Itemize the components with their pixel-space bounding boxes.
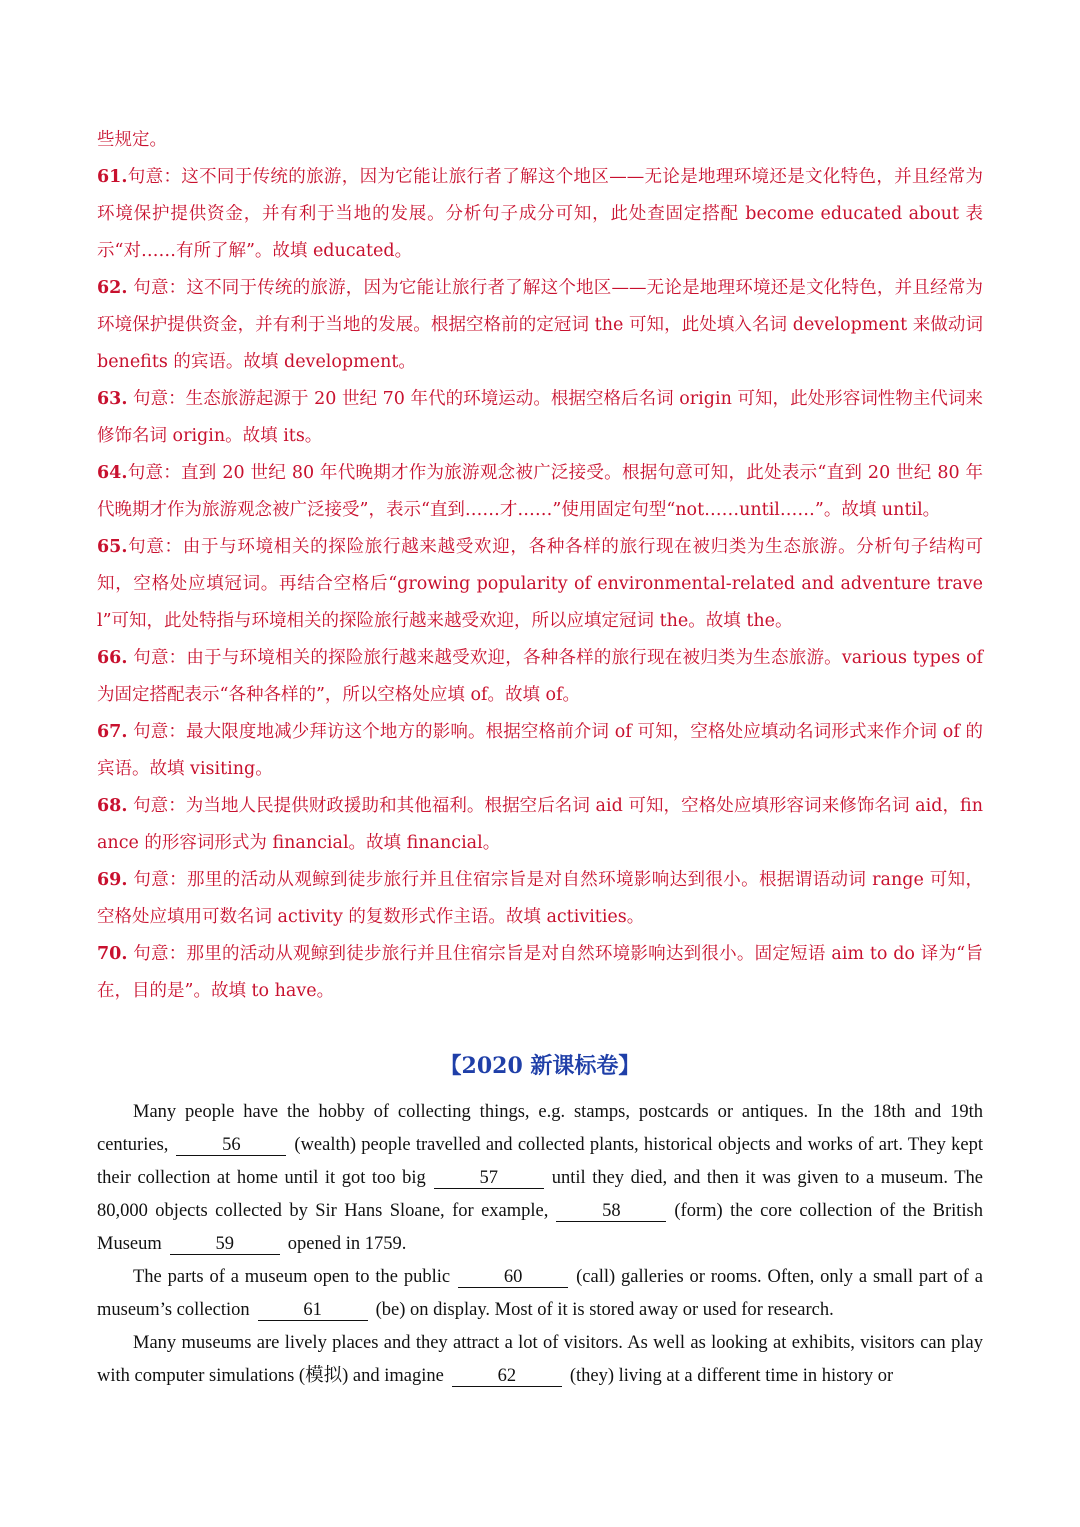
answer-text: 句意：为当地人民提供财政援助和其他福利。根据空后名词 aid 可知，空格处应填形容词来修饰名词 aid，finance 的形容词形式为 financial。故填 financial。 — [97, 796, 983, 853]
blank-59: 59 — [170, 1234, 280, 1255]
document-page — [97, 122, 983, 1393]
passage-text: (they) living at a different time in history or — [569, 1366, 894, 1386]
answer-number: 61. — [97, 167, 128, 187]
blank-60: 60 — [458, 1267, 568, 1288]
reading-passage — [97, 1096, 983, 1393]
answer-text: 句意：生态旅游起源于 20 世纪 70 年代的环境运动。根据空格后名词 origin 可知，此处形容词性物主代词来修饰名词 origin。故填 its。 — [97, 389, 983, 446]
passage-paragraph-2 — [97, 1261, 983, 1327]
answer-text: 句意：最大限度地减少拜访这个地方的影响。根据空格前介词 of 可知，空格处应填动名词形式来作介词 of 的宾语。故填 visiting。 — [97, 722, 983, 779]
passage-text: until they died, and then it was given to a museum. The 80,000 objects collected by Sir Hans Sloane, for example, — [97, 1168, 983, 1221]
answer-number: 69. — [97, 870, 128, 890]
continuation-text: 些规定。 — [97, 130, 167, 150]
passage-text: Many people have the hobby of collecting things, e.g. stamps, postcards or antiques. In the 18th and 19th centuries, — [97, 1102, 983, 1155]
answer-64 — [97, 455, 983, 529]
answer-text: 句意：直到 20 世纪 80 年代晚期才作为旅游观念被广泛接受。根据句意可知，此处表示“直到 20 世纪 80 年代晚期才作为旅游观念被广泛接受”，表示“直到……才……”使用固定句型“not……until……”。故填 until。 — [97, 463, 983, 520]
passage-text: (wealth) people travelled and collected plants, historical objects and works of art. They kept their collection at home until it got too big — [97, 1135, 983, 1188]
answer-number: 66. — [97, 648, 128, 668]
answer-number: 63. — [97, 389, 128, 409]
blank-58: 58 — [556, 1201, 666, 1222]
answer-number: 65. — [97, 537, 128, 557]
answer-number: 62. — [97, 278, 128, 298]
answer-text: 句意：那里的活动从观鲸到徒步旅行并且住宿宗旨是对自然环境影响达到很小。固定短语 aim to do 译为“旨在，目的是”。故填 to have。 — [97, 944, 983, 1001]
answer-70 — [97, 936, 983, 1010]
answer-63 — [97, 381, 983, 455]
passage-text: (form) the core collection of the British Museum — [97, 1201, 983, 1254]
answer-text: 句意：由于与环境相关的探险旅行越来越受欢迎，各种各样的旅行现在被归类为生态旅游。various types of 为固定搭配表示“各种各样的”，所以空格处应填 of。故填 of。 — [97, 648, 983, 705]
answer-67 — [97, 714, 983, 788]
passage-paragraph-3 — [97, 1327, 983, 1393]
answer-text: 句意：由于与环境相关的探险旅行越来越受欢迎，各种各样的旅行现在被归类为生态旅游。分析句子结构可知，空格处应填冠词。再结合空格后“growing popularity of environmental-related and adventure travel”可知，此处特指与环境相关的探险旅行越来越受欢迎，所以应填定冠词 the。故填 the。 — [97, 537, 983, 631]
blank-56: 56 — [176, 1135, 286, 1156]
blank-57: 57 — [434, 1168, 544, 1189]
blank-61: 61 — [258, 1300, 368, 1321]
answer-61 — [97, 159, 983, 270]
answer-number: 68. — [97, 796, 128, 816]
answer-62 — [97, 270, 983, 381]
passage-text: (call) galleries or rooms. Often, only a small part of a museum’s collection — [97, 1267, 983, 1320]
answer-text: 句意：那里的活动从观鲸到徒步旅行并且住宿宗旨是对自然环境影响达到很小。根据谓语动词 range 可知，空格处应填用可数名词 activity 的复数形式作主语。故填 activities。 — [97, 870, 983, 927]
answer-65 — [97, 529, 983, 640]
answer-text: 句意：这不同于传统的旅游，因为它能让旅行者了解这个地区——无论是地理环境还是文化特色，并且经常为环境保护提供资金，并有利于当地的发展。根据空格前的定冠词 the 可知，此处填入名词 development 来做动词 benefits 的宾语。故填 development。 — [97, 278, 983, 372]
answer-68 — [97, 788, 983, 862]
answer-explanations — [97, 159, 983, 1010]
answer-number: 64. — [97, 463, 128, 483]
passage-text: opened in 1759. — [287, 1234, 407, 1254]
passage-text: (be) on display. Most of it is stored away or used for research. — [375, 1300, 834, 1320]
passage-text: Many museums are lively places and they attract a lot of visitors. As well as looking at exhibits, visitors can play with computer simulations (模拟) and imagine — [97, 1333, 983, 1386]
answer-number: 70. — [97, 944, 128, 964]
answer-number: 67. — [97, 722, 128, 742]
section-title: 【2020 新课标卷】 — [439, 1053, 641, 1079]
passage-text: The parts of a museum open to the public — [133, 1267, 451, 1287]
answer-69 — [97, 862, 983, 936]
passage-paragraph-1 — [97, 1096, 983, 1261]
answer-text: 句意：这不同于传统的旅游，因为它能让旅行者了解这个地区——无论是地理环境还是文化特色，并且经常为环境保护提供资金，并有利于当地的发展。分析句子成分可知，此处查固定搭配 become educated about 表示“对……有所了解”。故填 educated。 — [97, 167, 983, 261]
answer-66 — [97, 640, 983, 714]
blank-62: 62 — [452, 1366, 562, 1387]
